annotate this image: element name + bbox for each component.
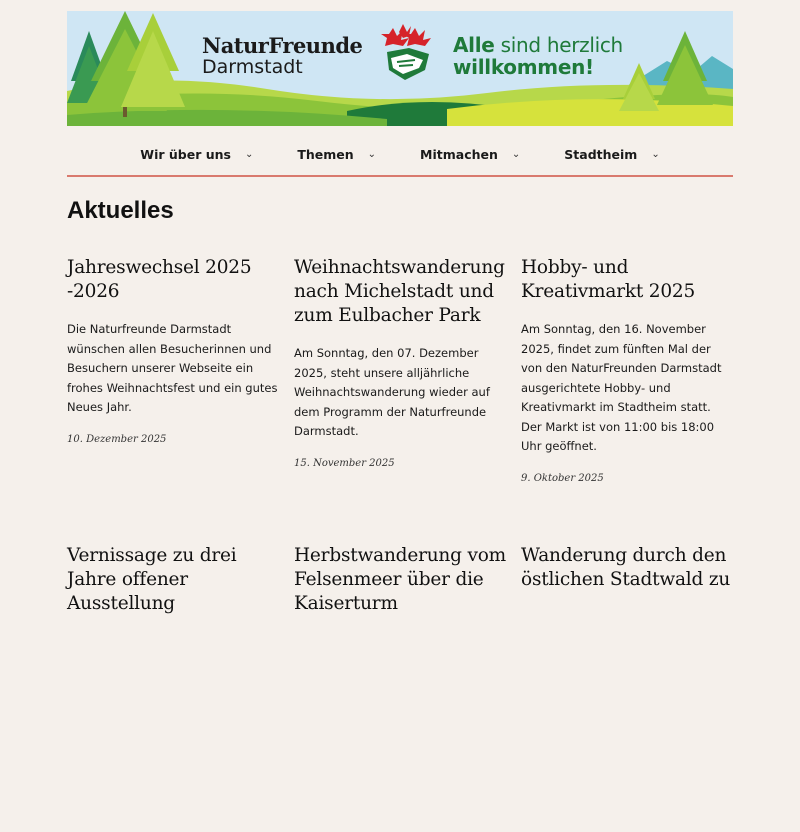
post-card	[521, 256, 733, 544]
welcome-line-1: Alle sind herzlich	[453, 33, 623, 57]
nav-item-label: Stadtheim	[564, 146, 638, 162]
post-date[interactable]: 10. Dezember 2025	[67, 433, 167, 445]
post-title-link[interactable]: Wanderung durch den östlichen Stadtwald zu	[521, 545, 731, 590]
post-card	[67, 256, 279, 544]
post-title-link[interactable]: Hobby- und Kreativmarkt 2025	[521, 257, 696, 302]
chevron-down-icon[interactable]: ⌄	[511, 148, 521, 160]
post-title-link[interactable]: Jahreswechsel 2025 -2026	[67, 257, 252, 302]
post-title-link[interactable]: Herbstwanderung vom Felsenmeer über die Kaiserturm	[294, 545, 506, 614]
org-name: NaturFreunde	[202, 33, 363, 58]
nav-item-themen[interactable]	[275, 147, 398, 162]
site-header-banner[interactable]	[67, 11, 733, 126]
page-title: Aktuelles	[67, 197, 174, 224]
post-title-link[interactable]: Vernissage zu drei Jahre offener Ausstellung	[67, 545, 237, 614]
main-navigation	[67, 138, 733, 170]
chevron-down-icon[interactable]: ⌄	[244, 148, 254, 160]
welcome-line-2: willkommen!	[453, 55, 594, 79]
post-excerpt: Am Sonntag, den 16. November 2025, findet zum fünften Mal der von den NaturFreunden Darmstadt ausgerichtete Hobby- und Kreativmarkt im Stadtheim statt. Der Markt ist von 11:00 bis 18:00 Uhr geöffnet.	[521, 322, 722, 453]
post-date[interactable]: 9. Oktober 2025	[521, 472, 604, 484]
post-card	[521, 544, 733, 832]
chevron-down-icon[interactable]: ⌄	[367, 148, 377, 160]
post-date[interactable]: 15. November 2025	[294, 457, 395, 469]
nav-item-label: Themen	[297, 146, 354, 162]
nav-item-wir-ueber-uns[interactable]	[118, 147, 275, 162]
org-city: Darmstadt	[202, 56, 303, 78]
naturfreunde-handshake-roses-icon	[379, 24, 437, 84]
post-card	[294, 544, 506, 832]
chevron-down-icon[interactable]: ⌄	[651, 148, 660, 160]
nav-item-label: Mitmachen	[420, 146, 498, 162]
nav-item-label: Wir über uns	[140, 146, 231, 162]
nav-item-stadtheim[interactable]	[542, 147, 681, 162]
post-excerpt: Die Naturfreunde Darmstadt wünschen allen Besucherinnen und Besuchern unserer Webseite ein frohes Weihnachtsfest und ein gutes Neues Jahr.	[67, 322, 278, 414]
post-card	[67, 544, 279, 832]
post-grid	[67, 256, 733, 832]
post-card	[294, 256, 506, 544]
post-excerpt: Am Sonntag, den 07. Dezember 2025, steht unsere alljährliche Weihnachtswanderung wieder auf dem Programm der Naturfreunde Darmstadt.	[294, 346, 490, 438]
nav-item-mitmachen[interactable]	[398, 147, 542, 162]
post-title-link[interactable]: Weihnachtswanderung nach Michelstadt und zum Eulbacher Park	[294, 257, 505, 326]
nav-divider	[67, 175, 733, 177]
